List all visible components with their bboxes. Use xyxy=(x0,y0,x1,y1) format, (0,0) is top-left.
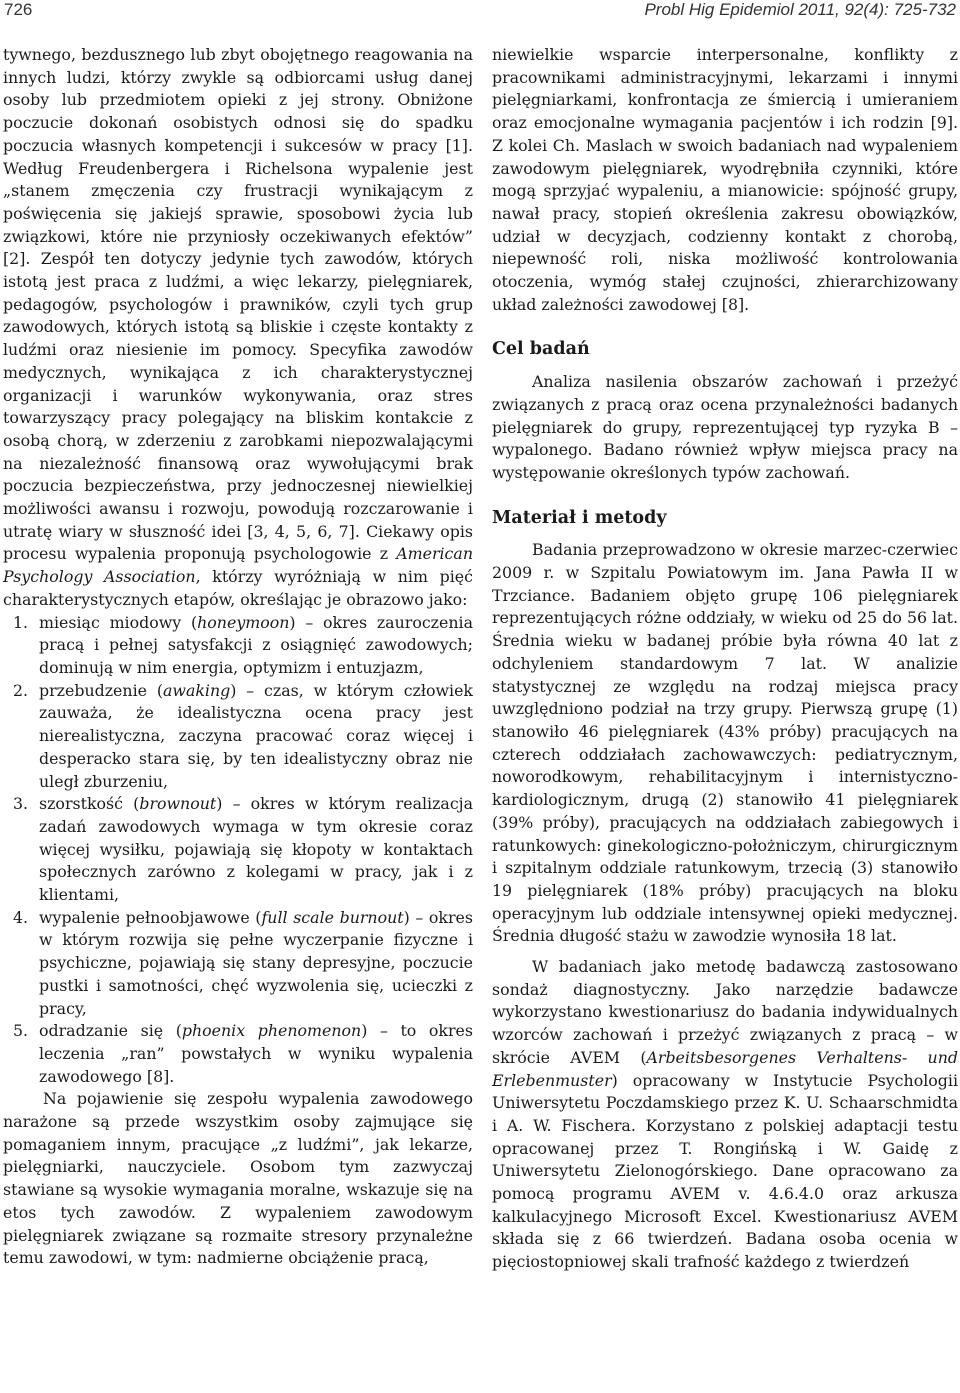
body-paragraph: Na pojawienie się zespołu wypalenia zawodowego narażone są przede wszystkim osoby zajmujące się pomaganiem innym, pracujące „z ludźmi”, jak lekarze, pielęgniarki, nauczyciele. Osobom tym zazwyczaj stawiane są wysokie wymagania moralne, wskazuje się na etos tych zawodów. Z wypaleniem zawodowym pielęgniarek związane są rozmaite stresory przynależne temu zawodowi, w tym: nadmierne obciążenie pracą, xyxy=(3,1089,473,1268)
section-heading-methods: Materiał i metody xyxy=(492,507,667,528)
list-number: 1. xyxy=(13,612,29,632)
list-text: ) – okres zauroczenia pracą i pełnej satysfakcji z osiągnięć zawodowych; dominują w nim energia, optymizm i entuzjazm, xyxy=(39,612,473,677)
body-paragraph: Badania przeprowadzono w okresie marzec-czerwiec 2009 r. w Szpitalu Powiatowym im. Jana Pawła II w Trzciance. Badaniem objęto grupę 106 pielęgniarek reprezentujących różne oddziały, w wieku od 25 do 56 lat. Średnia wieku w badanej próbie była równa 40 lat z odchyleniem standardowym 7 lat. W analizie statystycznej ze względu na rodzaj miejsca pracy uwzględniono podział na trzy grupy. Pierwszą grupę (1) stanowiło 46 pielęgniarek (43% próby) pracujących na czterech oddziałach zachowawczych: pediatrycznym, noworodkowym, rehabilitacyjnym i internistyczno-kardiologicznym, drugą (2) stanowiło 41 pielęgniarek (39% próby), pracujących na oddziałach zabiegowych i ratunkowych: ginekologiczno-położniczym, chirurgicznym i szpitalnym oddziale ratunkowym, trzecią (3) stanowiło 19 pielęgniarek (18% próby) pracujących na bloku operacyjnym lub oddziale intensywnej opieki medycznej. Średnia długość stażu w zawodzie wynosiła 18 lat. xyxy=(492,540,958,946)
body-paragraph xyxy=(3,44,473,612)
list-number: 2. xyxy=(13,680,29,700)
list-text: szorstkość ( xyxy=(39,794,140,814)
list-text: przebudzenie ( xyxy=(39,680,163,700)
list-text: ) – czas, w którym człowiek zauważa, że idealistyczna ocena pracy jest nierealistyczna, zaczyna pracować coraz więcej i desperacko stara się, by ten idealistyczny obraz nie uległ zburzeniu, xyxy=(39,680,473,791)
page-number: 726 xyxy=(4,0,33,19)
list-text: ) – okres w którym rozwija się pełne wyczerpanie fizyczne i psychiczne, pojawiają się stany depresyjne, poczucie pustki i samotności, chęć wyzwolenia się, ucieczki z pracy, xyxy=(39,907,474,1018)
paragraph-text: tywnego, bezdusznego lub zbyt obojętnego reagowania na innych ludzi, którzy zwykle są odbiorcami usług danej osoby lub przedmiotem opieki z jej strony. Obniżone poczucie dokonań osobistych odnosi się do spadku poczucia własnych kompetencji i sukcesów w pracy [1]. Według Freudenbergera i Richelsona wypalenie jest „stanem zmęczenia czy frustracji wynikającym z poświęcenia się jakiejś sprawie, sposobowi życia lub związkowi, które nie przyniosły oczekiwanych efektów” [2]. Zespół ten dotyczy jedynie tych zawodów, których istotą jest praca z ludźmi, a więc lekarzy, pielęgniarek, pedagogów, psychologów i prawników, czyli tych grup zawodowych, których istotą są bliskie i częste kontakty z ludźmi oraz niesienie im pomocy. Specyfika zawodów medycznych, wynikająca z ich charakterystycznej organizacji i warunków wykonywania, oraz stres towarzyszący pracy polegający na bliskim kontakcie z osobą chorą, w zderzeniu z zarobkami niepozwalającymi na niezależność finansową oraz wywołującymi brak poczucia bezpieczeństwa, przy jednoczesnej niewielkiej możliwości awansu i rozwoju, powodują rozczarowanie i utratę wiary w słuszność idei [3, 4, 5, 6, 7]. Ciekawy opis procesu wypalenia proponują psychologowie z xyxy=(3,45,473,564)
left-column xyxy=(3,44,473,1270)
journal-reference: Probl Hig Epidemiol 2011, 92(4): 725-732 xyxy=(644,0,956,19)
list-number: 5. xyxy=(13,1021,29,1041)
paragraph-text: , którzy wyróżniają w nim pięć charakterystycznych etapów, określając je obrazowo jako: xyxy=(3,567,473,609)
list-text: miesiąc miodowy ( xyxy=(39,612,198,632)
paragraph-gap xyxy=(492,948,958,956)
italic-term: full scale burnout xyxy=(261,907,404,927)
body-paragraph: niewielkie wsparcie interpersonalne, konflikty z pracownikami administracyjnymi, lekarzami i innymi pielęgniarkami, konfrontacja ze śmiercią i umieraniem oraz emocjonalne wymagania pacjentów i ich rodzin [9]. Z kolei Ch. Maslach w swoich badaniach nad wypaleniem zawodowym pielęgniarek, wyodrębniła czynniki, które mogą sprzyjać wypaleniu, a mianowicie: spójność grupy, nawał pracy, stopień określenia zakresu obowiązków, udział w decyzjach, codzienny kontakt z chorobą, niepewność roli, niska możliwość kontrolowania otoczenia, wymóg stałej czujności, zhierarchizowany układ zależności zawodowej [8]. xyxy=(492,45,958,314)
paragraph-text: W badaniach jako metodę badawczą zastosowano sondaż diagnostyczny. Jako narzędzie badawcze wykorzystano kwestionariusz do badania indywidualnych wzorców zachowań i przeżyć związanych z pracą – w skrócie AVEM ( xyxy=(492,957,958,1067)
list-text: odradzanie się ( xyxy=(39,1021,182,1041)
list-item xyxy=(3,1020,473,1088)
right-column xyxy=(492,44,958,1274)
italic-term: Arbeitsbesorgenes Verhaltens- und Erlebenmuster xyxy=(492,1047,958,1090)
list-text: ) – to okres leczenia „ran” powstałych w wyniku wypalenia zawodowego [8]. xyxy=(39,1021,473,1086)
italic-term: brownout xyxy=(139,794,217,814)
body-paragraph: Analiza nasilenia obszarów zachowań i przeżyć związanych z pracą oraz ocena przynależności badanych pielęgniarek do grupy, reprezentującej typ ryzyka B – wypalonego. Badano również wpływ miejsca pracy na występowanie określonych typów zachowań. xyxy=(492,372,958,482)
list-item xyxy=(3,907,473,1021)
list-item xyxy=(3,612,473,680)
list-item xyxy=(3,793,473,907)
list-text: ) – okres w którym realizacja zadań zawodowych wymaga w tym okresie coraz więcej wysiłku, pojawiają się kłopoty w kontaktach społecznych zarówno z kolegami w pracy, jak i z klientami, xyxy=(39,794,473,905)
list-text: wypalenie pełnoobjawowe ( xyxy=(39,907,262,927)
italic-term: awaking xyxy=(163,680,231,700)
section-heading-aim: Cel badań xyxy=(492,339,590,360)
page-header xyxy=(0,0,960,22)
body-paragraph xyxy=(492,956,958,1274)
list-number: 3. xyxy=(13,794,29,814)
burnout-stages-list xyxy=(3,612,473,1089)
italic-term: honeymoon xyxy=(197,612,290,632)
list-item xyxy=(3,680,473,794)
italic-term: American Psychology Association xyxy=(3,544,473,587)
paragraph-text: ) opracowany w Instytucie Psychologii Uniwersytetu Poczdamskiego przez K. U. Schaarschmidta i A. W. Fischera. Korzystano z polskiej adaptacji testu opracowanej przez T. Rongińską i W. Gaidę z Uniwersytetu Zielonogórskiego. Dane opracowano za pomocą programu AVEM v. 4.6.4.0 oraz arkusza kalkulacyjnego Microsoft Excel. Kwestionariusz AVEM składa się z 66 twierdzeń. Badana osoba ocenia w pięciostopniowej skali trafność każdego z twierdzeń xyxy=(492,1070,958,1272)
list-number: 4. xyxy=(13,907,29,927)
italic-term: phoenix phenomenon xyxy=(181,1021,362,1041)
